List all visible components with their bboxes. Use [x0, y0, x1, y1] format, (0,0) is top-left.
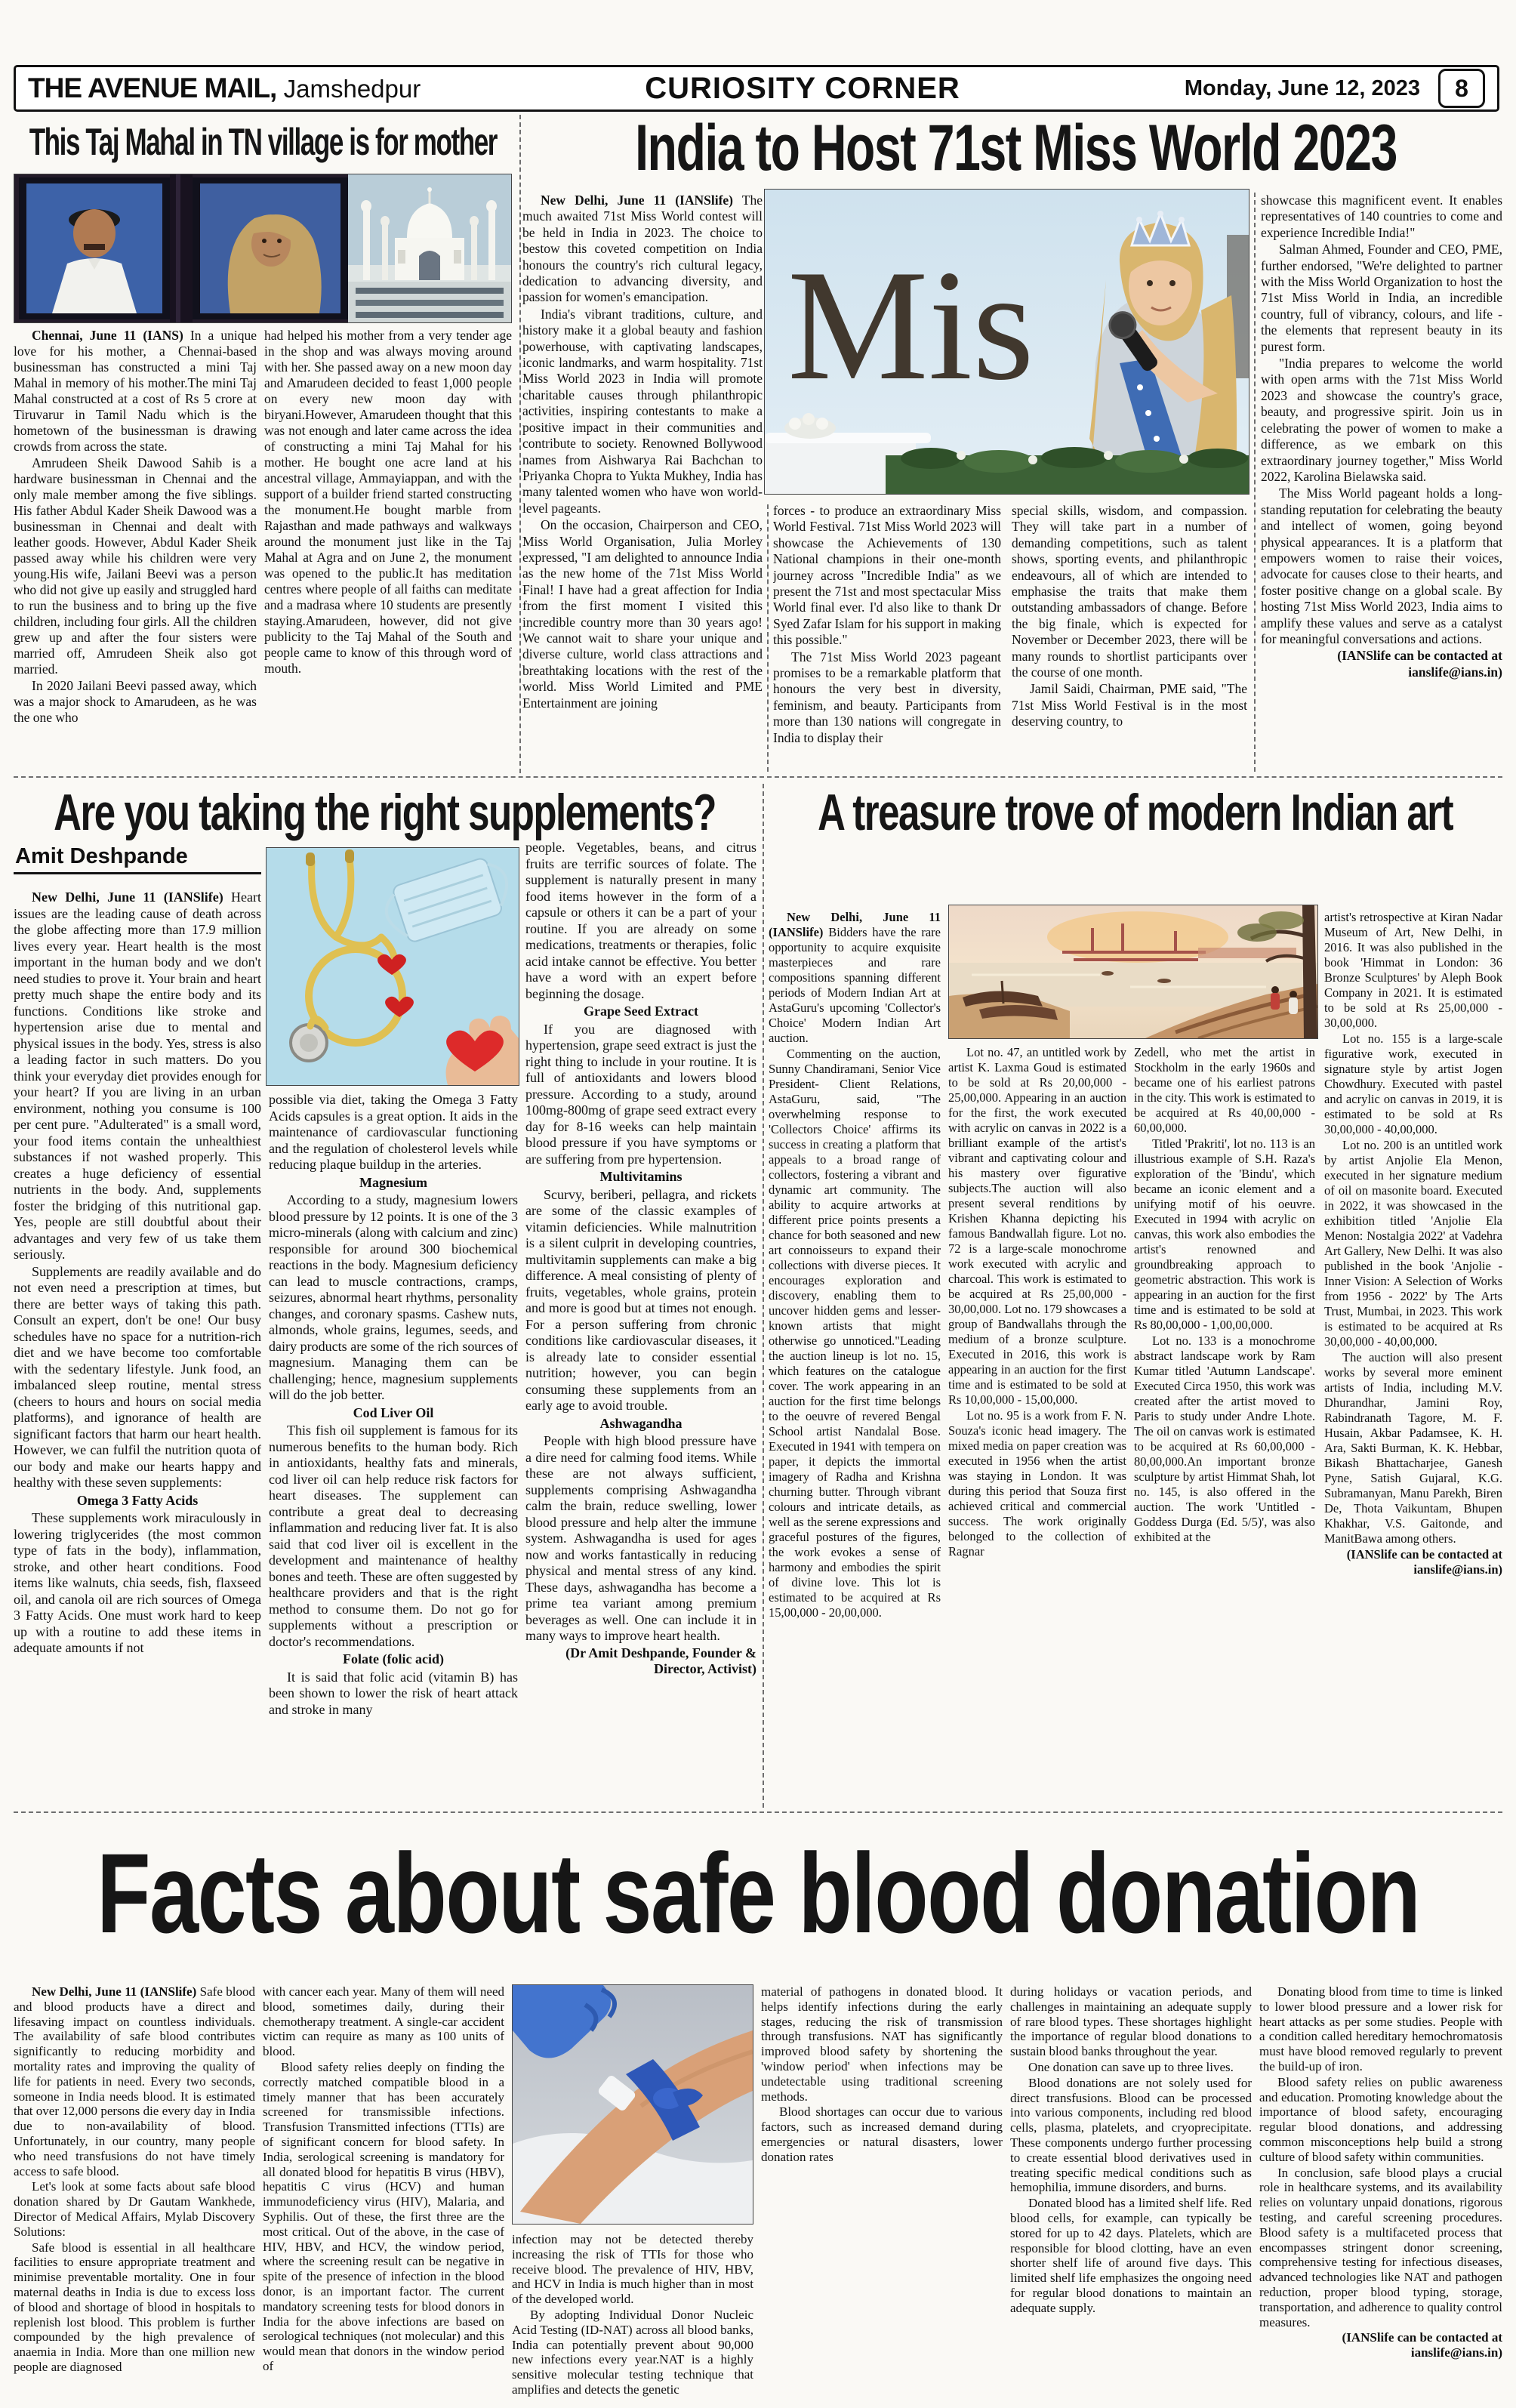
paragraph: Lot no. 133 is a monochrome abstract landscape work by Ram Kumar titled 'Autumn Landscape'. Executed Circa 1950, this work was created after the artist moved to Paris to study under Andre Lhote. The oil on canvas work is estimated to be acquired at Rs 60,00,000 - 80,00,000.An important bronze sculpture by artist Himmat Shah, lot no. 145, is also offered in the auction. The work 'Untitled - Goddess Durga (Ed. 5/5)', was also exhibited at the	[1134, 1333, 1315, 1544]
paragraph: New Delhi, June 11 (IANSlife) The much awaited 71st Miss World contest will be held in India in 2023. The choice to bestow this coveted competition on India honours the country's rich cultural legacy, dedication to advancing diversity, and passion for women's emancipation.	[522, 193, 763, 305]
headline-text: This Taj Mahal in TN village is for mother	[29, 121, 497, 163]
paragraph: Let's look at some facts about safe blood donation shared by Dr Gautam Wankhede, Director of Medical Affairs, Mylab Discovery Solutions:	[14, 2179, 255, 2239]
paragraph: The 71st Miss World 2023 pageant promises to be a remarkable platform that honours the very best in diversity, feminism, and beauty. Participants from more than 130 nations will congregate in India to display their	[773, 649, 1001, 745]
paragraph: India's vibrant traditions, culture, and history make it a global beauty and fashion powerhouse, with captivating landscapes, iconic landmarks, and warm hospitality. 71st Miss World 2023 in India will promote charitable causes through philanthropic activities, inspiring contestants to make a positive impact in their communities and contribute to society. Renowned Bollywood names from Aishwarya Rai Bachchan to Priyanka Chopra to Yukta Mukhey, India has many talented women who have won world-level pageants.	[522, 306, 763, 516]
masthead	[14, 65, 1499, 112]
paragraph: showcase this magnificent event. It enables representatives of 140 countries to come and experience Incredible India!"	[1261, 193, 1502, 240]
column-separator	[763, 784, 764, 1808]
miss-world-column-3	[1012, 503, 1247, 772]
paper-title: THE AVENUE MAIL,	[28, 72, 277, 103]
paragraph: (IANSlife can be contacted at ianslife@ians.in)	[1346, 1547, 1502, 1577]
art-painting-photo	[948, 905, 1318, 1039]
page-number: 8	[1455, 74, 1468, 102]
paragraph: Magnesium	[359, 1174, 427, 1190]
paragraph: Cod Liver Oil	[353, 1404, 434, 1420]
painting-illustration	[949, 905, 1317, 1038]
paragraph: Multivitamins	[599, 1169, 683, 1184]
column-separator	[519, 115, 521, 773]
blood-column-3	[512, 2232, 753, 2401]
blood-column-5	[1010, 1984, 1252, 2401]
column-separator	[767, 504, 769, 772]
paragraph: Scurvy, beriberi, pellagra, and rickets are some of the classic examples of vitamin deficiencies. While malnutrition is a silent culprit in developing countries, multivitamin supplements can make a big difference. A meal consisting of plenty of fruits, vegetables, whole grains, protein and more is good but at times not enough. For a person suffering from chronic conditions like cardiovascular diseases, it is already late to consider essential nutrition; however, you can begin consuming these supplements from an early age to avoid trouble.	[525, 1186, 756, 1413]
headline-text: Facts about safe blood donation	[96, 1830, 1420, 1956]
paragraph: Lot no. 95 is a work from F. N. Souza's iconic head imagery. The mixed media on paper creation was executed in 1956 when the artist was staying in London. It was during this period that Souza first achieved critical and commercial success. The work originally belonged to the collection of Ragnar	[948, 1408, 1126, 1559]
paragraph: Blood donations are not solely used for direct transfusions. Blood can be processed into various components, including red blood cells, plasma, platelets, and cryoprecipitate. These components undergo further processing to create essential blood derivatives used in treating specific medical conditions such as hemophilia, immune disorders, and burns.	[1010, 2075, 1252, 2195]
art-column-1	[769, 910, 941, 1805]
supplements-photo	[266, 847, 519, 1086]
paragraph: Salman Ahmed, Founder and CEO, PME, further endorsed, "We're delighted to partner with the Miss World Organization to host the 71st Miss World in India, an incredible country, full of vibrancy, colours, and life - the elements that represent beauty in its purest form.	[1261, 242, 1502, 354]
paragraph: material of pathogens in donated blood. It helps identify infections during the early stages, reducing the risk of transmission through transfusions. NAT has significantly improved blood safety by shortening the 'window period' when infections may be undetectable using traditional screening methods.	[761, 1984, 1003, 2104]
paragraph: Amrudeen Sheik Dawood Sahib is a hardware businessman in Chennai and the only male member among the five siblings. His father Abdul Kader Sheik Dawood was a businessman in Chennai and dealt with leather goods. However, Abdul Kader Sheik passed away while his children were very young.His wife, Jailani Beevi was a person who did not give up easily and struggled hard to run the business and to bring up the five children, including four girls. All the children grew up and after the four sisters were married off, Amrudeen Sheik also got married.	[14, 455, 257, 677]
headline-text: A treasure trove of modern Indian art	[818, 784, 1453, 842]
page-number-box	[1438, 69, 1485, 108]
taj-article-headline	[14, 115, 512, 169]
paragraph: Jamil Saidi, Chairman, PME said, "The 71st Miss World Festival is in the most deserving country, to	[1012, 681, 1247, 729]
art-headline	[769, 785, 1502, 841]
taj-photo-illustration	[14, 174, 511, 322]
column-separator	[1254, 193, 1256, 772]
art-column-2	[948, 1045, 1126, 1805]
headline-text: Are you taking the right supplements?	[54, 784, 716, 842]
taj-article-column-2	[264, 328, 512, 770]
paragraph: New Delhi, June 11 (IANSlife) Bidders have the rare opportunity to acquire exquisite masterpieces and rare compositions spanning different periods of Modern Indian Art at AstaGuru's upcoming 'Collector's Choice' Modern Indian Art auction.	[769, 910, 941, 1045]
paragraph: artist's retrospective at Kiran Nadar Museum of Art, New Delhi, in 2016. It was also published in the book 'Himmat in London: 36 Bronze Sculptures' by Aleph Book Company in 2021. It is estimated to be sold at Rs 25,00,000 - 30,00,000.	[1324, 910, 1502, 1030]
paragraph: One donation can save up to three lives.	[1028, 2059, 1234, 2074]
section-title: CURIOSITY CORNER	[645, 71, 960, 105]
father-portrait	[19, 177, 170, 319]
paragraph: Omega 3 Fatty Acids	[76, 1492, 199, 1508]
paragraph: Donated blood has a limited shelf life. Red blood cells, for example, can typically be stored for up to 42 days. Platelets, which are responsible for blood clotting, have an even shorter shelf life of around five days. This limited shelf life emphasizes the ongoing need for regular blood donations to maintain an adequate supply.	[1010, 2196, 1252, 2315]
masthead-right	[1185, 69, 1485, 108]
paragraph: In 2020 Jailani Beevi passed away, which was a major shock to Amarudeen, as he was the one who	[14, 678, 257, 725]
paragraph: New Delhi, June 11 (IANSlife) Heart issues are the leading cause of death across the globe affecting more than 17.9 million lives every year. Heart health is the most important in the human body and we don't need studies to prove it. Your brain and heart pretty much shape the entire body and its functions. Conditions like stroke and hypertension arise due to mental and physical issues in the body. Yes, stress is also a leading factor in such matters. Do you think your everyday diet provides enough for your heart? If you are living in an urban environment, nothing you consume is 100 per cent pure. "Adulterated" is a small word, your food items contain the unhealthiest substances if not washed properly. This creates a huge deficiency of essential nutrients in the body. And, supplements foster the bridging of this nutritional gap. Yes, people are still doubtful about their advantages and very few of us take them seriously.	[14, 890, 261, 1262]
paragraph: Lot no. 47, an untitled work by artist K. Laxma Goud is estimated to be sold at Rs 20,00,000 - 25,00,000. Appearing in an auction for the first, the work executed with acrylic on canvas in 2022 is a brilliant example of the artist's vibrant and captivating colour and his mastery over figurative subjects.The auction will also present several renditions by Krishen Khanna depicting his famous Bandwallah figure. Lot no. 72 is a large-scale monochrome work executed with acrylic and charcoal. This work is estimated to be acquired at Rs 25,00,000 - 30,00,000. Lot no. 179 showcases a group of Bandwallahs through the medium of a bronze sculpture. Executed in 2016, this work is appearing in an auction for the first time and is estimated to be sold at Rs 10,00,000 - 15,00,000.	[948, 1045, 1126, 1407]
supplements-column-3	[525, 840, 756, 1805]
paragraph: people. Vegetables, beans, and citrus fruits are terrific sources of folate. The supplement is naturally present in many food items however in the form of a capsule or others it can be a part of your routine. If you are already on some medications, treatments or therapies, folic acid intake cannot be effective. You better have a word with an expert before beginning the dosage.	[525, 840, 756, 1001]
paragraph: Titled 'Prakriti', lot no. 113 is an illustrious example of S.H. Raza's exploration of the 'Bindu', which became an iconic element and a unifying motif of his oeuvre. Executed in 1994 with acrylic on canvas, this work also embodies the artist's renowned and groundbreaking approach to geometric abstraction. This work is appearing in an auction for the first time and is estimated to be sold at Rs 80,00,000 - 1,00,00,000.	[1134, 1136, 1315, 1332]
miss-world-photo	[764, 189, 1249, 495]
miss-world-column-1	[522, 193, 763, 771]
paragraph: with cancer each year. Many of them will need blood, sometimes daily, during their chemotherapy treatment. A single-car accident victim can require as many as 100 units of blood.	[263, 1984, 504, 2059]
taj-article-column-1	[14, 328, 257, 770]
miss-world-column-4	[1261, 193, 1502, 771]
paragraph: (Dr Amit Deshpande, Founder & Director, Activist)	[565, 1645, 756, 1676]
miss-world-column-2	[773, 503, 1001, 772]
blood-donation-photo	[512, 1984, 753, 2225]
paragraph: In conclusion, safe blood plays a crucial role in healthcare systems, and its availability relies on voluntary unpaid donations, rigorous testing, and careful screening procedures. Blood safety is a multifaceted process that encompasses stringent donor screening, comprehensive testing for infectious diseases, advanced technologies like NAT and pathogen reduction, proper blood typing, storage, transportation, and adherence to quality control measures.	[1259, 2165, 1502, 2329]
paragraph: Blood shortages can occur due to various factors, such as increased demand during emergencies or natural disasters, lower donation rates	[761, 2104, 1003, 2164]
paragraph: New Delhi, June 11 (IANSlife) Safe blood and blood products have a direct and lifesaving impact on countless individuals. The availability of safe blood contributes significantly to reducing morbidity and mortality rates and improving the quality of life for patients in need. Every two seconds, someone in India needs blood. It is estimated that over 12,000 persons die every day in India due to non-availability of blood. Unfortunately, in our country, many people who need transfusions do not have timely access to safe blood.	[14, 1984, 255, 2178]
paragraph: "India prepares to welcome the world with open arms with the 71st Miss World 2023 and showcase the country's grace, beauty, and progressive spirit. Join us in celebrating the power of women to make a difference, as we embark on this extraordinary journey together," Miss World 2022, Karolina Bielawska said.	[1261, 356, 1502, 484]
paragraph: Ashwagandha	[599, 1415, 683, 1431]
paragraph: These supplements work miraculously in lowering triglycerides (the most common type of fats in the body), inflammation, stroke, and other heart conditions. Food items like walnuts, chia seeds, fish, flaxseed oil, and canola oil are rich sources of Omega 3 Fatty Acids. One must work hard to keep up with a routine to add these items in adequate amounts if not	[14, 1510, 261, 1655]
paragraph: On the occasion, Chairperson and CEO, Miss World Organisation, Julia Morley expressed, "I am delighted to announce India as the new home of the 71st Miss World Final! I have had a great affection for India from the first moment I visited this incredible country more than 30 years ago! We cannot wait to share your unique and diverse culture, world class attractions and breathtaking locations with the rest of the world. Miss World Limited and PME Entertainment are joining	[522, 517, 763, 711]
paragraph: Safe blood is essential in all healthcare facilities to ensure appropriate treatment and minimise preventable mortality. One in four maternal deaths in India is due to excess loss of blood and shortage of blood in hospitals to replenish lost blood. This problem is further compounded by the high prevalence of anaemia in India. More than one million new people are diagnosed	[14, 2240, 255, 2374]
paragraph: The auction will also present works by several more eminent artists of India, including M.V. Dhurandhar, Jamini Roy, Rabindranath Tagore, M. F. Husain, Akbar Padamsee, K. H. Ara, Sakti Burman, K. K. Hebbar, Bikash Bhattacharjee, Ganesh Pyne, Satish Gujaral, K.G. Subramanyan, Manu Parekh, Biren De, Thota Vaikuntam, Bhupen Khakhar, V.S. Gaitonde, and ManitBawa among others.	[1324, 1350, 1502, 1546]
art-column-3	[1134, 1045, 1315, 1805]
paragraph: The Miss World pageant holds a long-standing reputation for celebrating the beauty and intellect of women, going beyond physical appearances. It is a platform that empowers women to raise their voices, advocate for causes close to their hearts, and foster positive change on a global scale. By hosting 71st Miss World 2023, India aims to amplify these values and serve as a catalyst for meaningful conversations and actions.	[1261, 486, 1502, 646]
paragraph: Grape Seed Extract	[584, 1004, 698, 1019]
supplements-headline	[14, 785, 756, 841]
headline-text: India to Host 71st Miss World 2023	[634, 111, 1397, 184]
paragraph: Chennai, June 11 (IANS) In a unique love for his mother, a Chennai-based businessman has constructed a mini Taj Mahal in memory of his mother.The mini Taj Mahal constructed at a cost of Rs 5 crore at Tiruvarur in Tamil Nadu which is the hometown of the businessman is drawing crowds from across the state.	[14, 328, 257, 454]
paragraph: infection may not be detected thereby increasing the risk of TTIs for those who receive blood. The prevalence of HIV, HBV, and HCV in India is much higher than in most of the developed world.	[512, 2232, 753, 2307]
issue-date: Monday, June 12, 2023	[1184, 76, 1420, 100]
blood-headline	[14, 1821, 1502, 1965]
byline-rule	[14, 872, 261, 874]
art-column-4	[1324, 910, 1502, 1805]
paragraph: Lot no. 155 is a large-scale figurative work, executed in signature style by artist Jogen Chowdhury. Executed with pastel and acrylic on canvas in 2019, it is estimated to be sold at Rs 30,00,000 - 40,00,000.	[1324, 1031, 1502, 1136]
row-separator	[14, 1811, 1502, 1813]
greenery	[886, 447, 1249, 494]
taj-mahal-photo	[14, 174, 512, 323]
paragraph: This fish oil supplement is famous for its numerous benefits to the human body. Rich in antioxidants, healthy fats and minerals, cod liver oil can help reduce risk factors for heart diseases. The supplement can contribute a great deal to decreasing inflammation and reducing liver fat. It is also said that cod liver oil is excellent in the development and maintenance of healthy bones and teeth. These are often suggested by healthcare providers and that is the right method to consume them. Do not go for supplements without a prescription or doctor's recommendations.	[269, 1423, 518, 1649]
supplements-column-2	[269, 1092, 518, 1805]
paragraph: People with high blood pressure have a dire need for calming food items. While these are not always sufficient, supplements comprising Ashwagandha calm the brain, reduce swelling, lower blood pressure and help alter the immune system. Ashwagandha is used for ages now and works fantastically in reducing physical and mental stress of any kind. These days, ashwagandha has become a prime tea variant among premium beverages as well. One can include it in many ways to improve heart health.	[525, 1433, 756, 1643]
mother-portrait	[193, 177, 348, 319]
paragraph: (IANSlife can be contacted at ianslife@ians.in)	[1342, 2330, 1502, 2360]
paragraph: According to a study, magnesium lowers blood pressure by 12 points. It is one of the 3 micro-minerals (along with calcium and zinc) responsible for around 300 biochemical reactions in the body. Magnesium deficiency can lead to muscle contractions, cramps, seizures, abnormal heart rhythms, personality changes, and coronary spasms. Cashew nuts, almonds, whole grains, legumes, seeds, and dairy products are some of the rich sources of magnesium. Managing them can be challenging; hence, magnesium supplements will do the job better.	[269, 1192, 518, 1402]
paragraph: Donating blood from time to time is linked to lower blood pressure and a lower risk for heart attacks as per some studies. People with a condition called hereditary hemochromatosis must have blood removed regularly to prevent the build-up of iron.	[1259, 1984, 1502, 2073]
paper-name	[28, 72, 421, 104]
paragraph: By adopting Individual Donor Nucleic Acid Testing (ID-NAT) across all blood banks, India can potentially prevent about 90,000 new infections every year.NAT is a highly sensitive molecular testing technique that amplifies and detects the genetic	[512, 2307, 753, 2397]
paragraph: had helped his mother from a very tender age in the shop and was always moving around with her. She passed away on a new moon day and Amarudeen decided to feast 1,000 people on every new moon day with biryani.However, Amarudeen thought that this was not enough and later came across the idea of constructing a mini Taj Mahal for his mother. He bought one acre land at his ancestral village, Ammayiappan, and with the support of a builder friend started constructing the monument.He bought marble from Rajasthan and made pathways and walkways around the monument just like in the Taj Mahal at Agra and on June 2, the monument was opened to the public.It has meditation centres where people of all faiths can meditate and a madrasa where 10 students are presently staying.Amarudeen, however, did not give publicity to the Taj Mahal of the South and people came to know of this through word of mouth.	[264, 328, 512, 676]
blood-column-6	[1259, 1984, 1502, 2401]
paragraph: possible via diet, taking the Omega 3 Fatty Acids capsules is a great option. It aids in the maintenance of cardiovascular functioning and the regulation of cholesterol levels while reducing plaque buildup in the arteries.	[269, 1092, 518, 1172]
paragraph: If you are diagnosed with hypertension, grape seed extract is just the right thing to include in your routine. It is full of antioxidants and lowers blood pressure. According to a study, around 100mg-800mg of grape seed extract every day for 8-16 weeks can help maintain blood pressure if you have symptoms or are suffering from pre hypertension.	[525, 1021, 756, 1167]
supplements-column-1	[14, 890, 261, 1805]
blood-column-2	[263, 1984, 504, 2401]
mini-taj-monument	[348, 174, 511, 322]
paragraph: (IANSlife can be contacted at ianslife@ians.in)	[1337, 648, 1502, 680]
supplements-illustration	[267, 848, 519, 1085]
paragraph: Lot no. 200 is an untitled work by artist Anjolie Ela Menon, executed in her signature medium of oil on masonite board. Executed in 2022, it was showcased in the exhibition titled 'Anjolie Ela Menon: Nostalgia 2022' at Vadehra Art Gallery, New Delhi. It was also published in the book 'Anjolie - Inner Vision: A Selection of Works from 1956 - 2022' by The Arts Trust, Mumbai, in 2023. This work is estimated to be acquired at Rs 30,00,000 - 40,00,000.	[1324, 1138, 1502, 1349]
paragraph: forces - to produce an extraordinary Miss World Festival. 71st Miss World 2023 will showcase the Achievements of 130 National champions in their one-month journey across "Incredible India" as we present the 71st and most spectacular Miss World final ever. I'd also like to thank Dr Syed Zafar Islam for his support in making this possible."	[773, 503, 1001, 648]
row-separator	[14, 776, 1502, 778]
paragraph: special skills, wisdom, and compassion. They will take part in a number of demanding competitions, such as talent shows, sporting events, and philanthropic endeavours, all of which are intended to emphasise the traits that make them outstanding ambassadors of change. Before the big finale, which is expected for November or December 2023, there will be many rounds to shortlist participants over the course of one month.	[1012, 503, 1247, 680]
paragraph: Zedell, who met the artist in Stockholm in the early 1960s and became one of his earliest patrons in the city. This work is estimated to be acquired at Rs 40,00,000 - 60,00,000.	[1134, 1045, 1315, 1135]
blood-donation-illustration	[513, 1985, 753, 2224]
paragraph: Blood safety relies on public awareness and education. Promoting knowledge about the importance of blood safety, encouraging regular blood donations, and addressing common misconceptions help build a strong culture of blood safety within communities.	[1259, 2074, 1502, 2164]
paragraph: during holidays or vacation periods, and challenges in maintaining an adequate supply of rare blood types. These shortages highlight the importance of regular blood donations to sustain blood banks throughout the year.	[1010, 1984, 1252, 2059]
paragraph: Supplements are readily available and do not even need a prescription at times, but there are better ways of taking this path. Consult an expert, don't be one! Our busy schedules have no space for a nutrition-rich diet and we have become too comfortable with the sedentary lifestyle. Junk food, an imbalanced sleep routine, mental stress (cheers to hours and hours on social media platforms), and ignorance of health are significant factors that harm our heart health. However, we can fulfil the nutrition quota of our body and make our hearts happy and healthy with these seven supplements:	[14, 1263, 261, 1490]
blood-column-4	[761, 1984, 1003, 2401]
paper-city: Jamshedpur	[283, 75, 421, 103]
backdrop-text-mis: Mis	[787, 238, 1034, 413]
miss-world-headline	[528, 113, 1502, 183]
supplements-byline: Amit Deshpande	[15, 844, 188, 868]
paragraph: It is said that folic acid (vitamin B) has been shown to lower the risk of heart attack and stroke in many	[269, 1669, 518, 1717]
paragraph: Folate (folic acid)	[343, 1651, 444, 1666]
blood-column-1	[14, 1984, 255, 2401]
miss-world-illustration	[765, 190, 1249, 494]
paragraph: Blood safety relies deeply on finding the correctly matched compatible blood in a timely manner that has been accurately screened for transmissible infections. Transfusion Transmitted infections (TTIs) are of significant concern for blood safety. In India, serological screening is mandatory for all donated blood for hepatitis B virus (HBV), hepatitis C virus (HCV) and human immunodeficiency virus (HIV), Malaria, and Syphilis. Out of these, the first three are the most critical. Out of the above, in the case of HIV, HBV, and HCV, the window period, where the screening result can be negative in spite of the presence of infection in the blood donor, is an important factor. The current mandatory screening tests for blood donors in India for the above infections are based on serological techniques (not molecular) and this would mean that donors in the window period of	[263, 2059, 504, 2373]
paragraph: Commenting on the auction, Sunny Chandiramani, Senior Vice President- Client Relations, AstaGuru, said, "The overwhelming response to 'Collectors Choice' affirms its success in creating a platform that appeals to a broad range of collectors, fostering a vibrant and dynamic art community. The ability to acquire artworks at different price points presents a chance for both seasoned and new art connoisseurs to expand their collections with diverse pieces. It encourages exploration and discovery, enabling them to uncover hidden gems and lesser-known artists that might otherwise go unnoticed."Leading the auction lineup is lot no. 15, which features on the catalogue cover. The work appearing in an auction for the first time belongs to the oeuvre of revered Bengal School artist Nandalal Bose. Executed in 1941 with tempera on paper, it depicts the immortal imagery of Radha and Krishna churning butter. Through vibrant colours and intricate details, as well as the serene expressions and graceful postures of the figures, the work evokes a sense of harmony and embodies the spirit of divine love. This lot is estimated to be acquired at Rs 15,00,000 - 20,00,000.	[769, 1047, 941, 1620]
